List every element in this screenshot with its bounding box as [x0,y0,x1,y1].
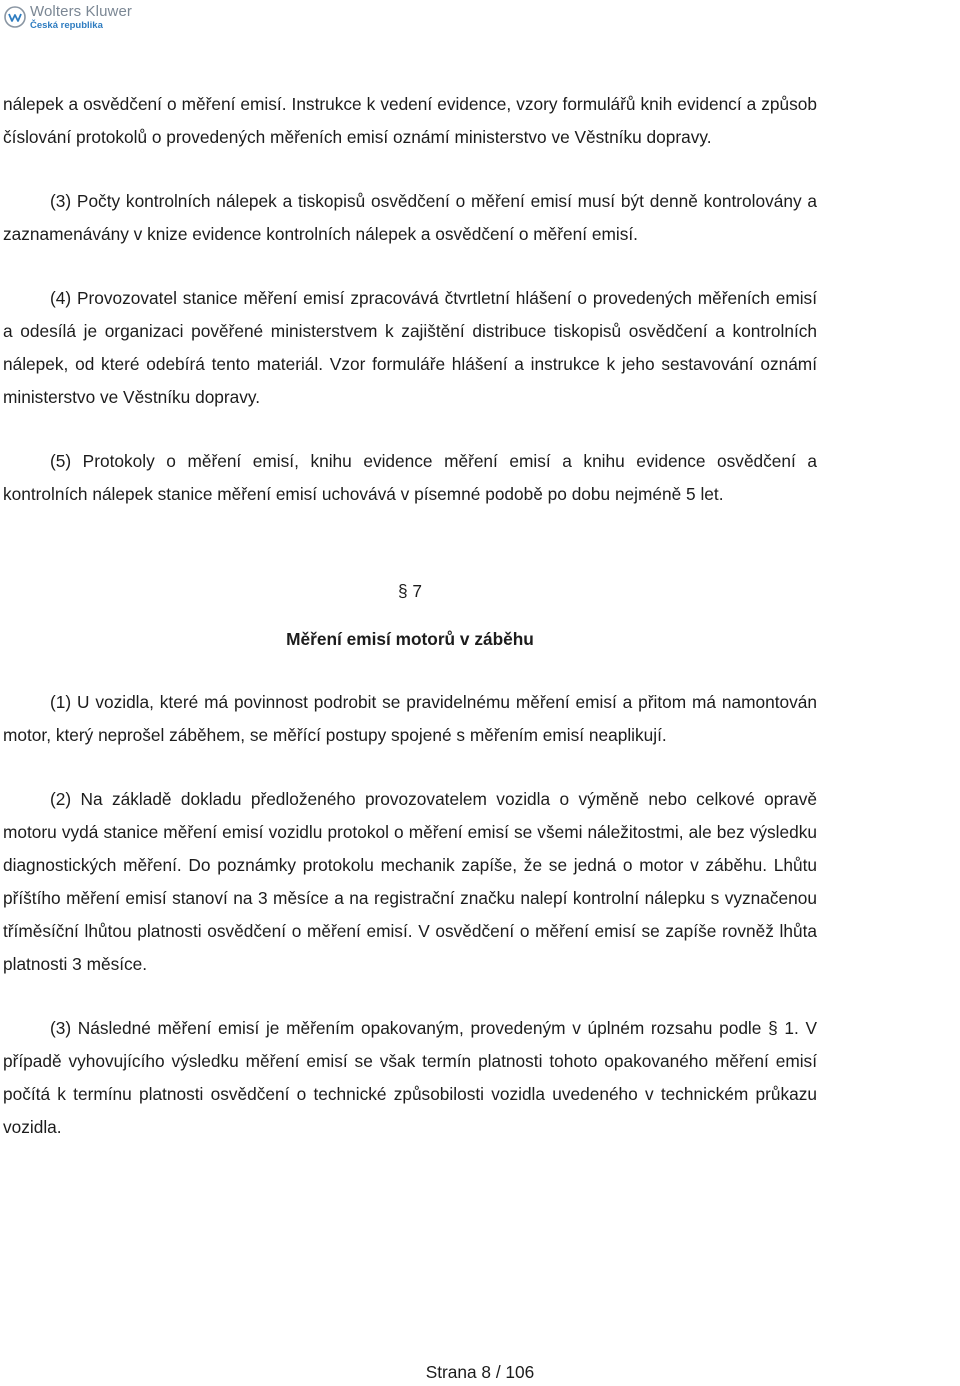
paragraph-continued: nálepek a osvědčení o měření emisí. Instrukce k vedení evidence, vzory formulářů knih evidencí a způsob číslování protokolů o provedených měřeních emisí oznámí ministerstvo ve Věstníku dopravy. [3,94,817,147]
paragraph-3: (3) Počty kontrolních nálepek a tiskopisů osvědčení o měření emisí musí být denně kontrolovány a zaznamenávány v knize evidence kontrolních nálepek a osvědčení o měření emisí. [3,191,817,244]
paragraph-5: (5) Protokoly o měření emisí, knihu evidence měření emisí a knihu evidence osvědčení a kontrolních nálepek stanice měření emisí uchovává v písemné podobě po dobu nejméně 5 let. [3,451,817,504]
section-title: Měření emisí motorů v záběhu [286,629,534,649]
brand-text [30,4,132,31]
document-body [3,88,817,1144]
wolters-kluwer-logo-icon [4,6,26,28]
brand-subtitle: Česká republika [30,20,103,31]
paragraph-4: (4) Provozovatel stanice měření emisí zpracovává čtvrtletní hlášení o provedených měřeních emisí a odesílá je organizaci pověřené ministerstvem k zajištění distribuce tiskopisů osvědčení a kontrolních nálepek, od které odebírá tento materiál. Vzor formuláře hlášení a instrukce k jeho sestavování oznámí ministerstvo ve Věstníku dopravy. [3,288,817,407]
section-paragraph-3: (3) Následné měření emisí je měřením opakovaným, provedeným v úplném rozsahu podle § 1. V případě vyhovujícího výsledku měření emisí se však termín platnosti tohoto opakovaného měření emisí počítá k termínu platnosti osvědčení o technické způsobilosti vozidla uvedeného v technickém průkazu vozidla. [3,1018,817,1137]
section-paragraph-1: (1) U vozidla, které má povinnost podrobit se pravidelnému měření emisí a přitom má namontován motor, který neprošel záběhem, se měřící postupy spojené s měřením emisí neaplikují. [3,692,817,745]
section-number: § 7 [397,581,423,601]
brand-logo [4,4,132,31]
page-number: Strana 8 / 106 [425,1362,535,1382]
brand-name: Wolters Kluwer [30,3,132,20]
section-paragraph-2: (2) Na základě dokladu předloženého provozovatelem vozidla o výměně nebo celkové opravě motoru vydá stanice měření emisí vozidlu protokol o měření emisí se všemi náležitostmi, ale bez výsledku diagnostických měření. Do poznámky protokolu mechanik zapíše, že se jedná o motor v záběhu. Lhůtu příštího měření emisí stanoví na 3 měsíce a na registrační značku nalepí kontrolní nálepku s vyznačenou tříměsíční lhůtou platnosti osvědčení o měření emisí. V osvědčení o měření emisí se zapíše rovněž lhůta platnosti 3 měsíce. [3,789,817,974]
